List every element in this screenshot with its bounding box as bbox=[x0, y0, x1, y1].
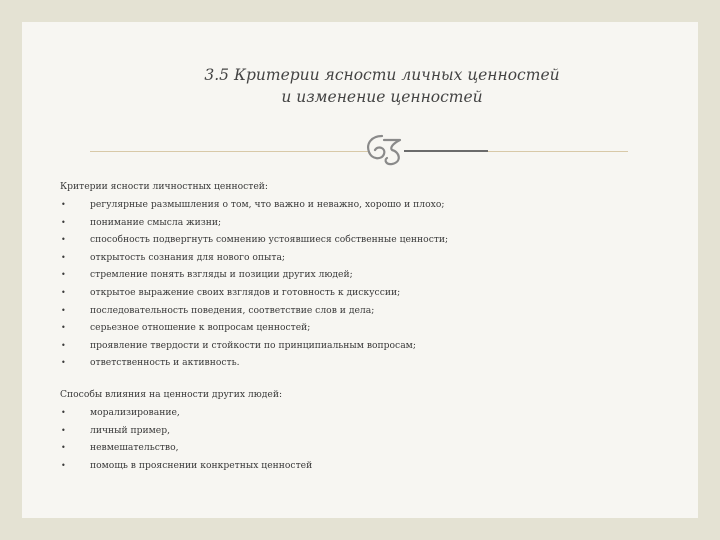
list-item-text: помощь в прояснении конкретных ценностей bbox=[90, 459, 313, 471]
bullet-icon: • bbox=[61, 358, 66, 368]
list-item bbox=[60, 404, 680, 422]
bullet-icon: • bbox=[61, 443, 66, 453]
bullet-icon: • bbox=[61, 287, 66, 297]
list-item-text: невмешательство, bbox=[90, 442, 179, 454]
bullet-icon: • bbox=[61, 323, 66, 333]
bullet-icon: • bbox=[61, 460, 66, 470]
slide bbox=[22, 22, 698, 518]
list-item-text: способность подвергнуть сомнению устоявшиеся собственные ценности; bbox=[90, 234, 449, 246]
divider-left bbox=[90, 151, 370, 152]
list-item-text: открытое выражение своих взглядов и готовность к дискуссии; bbox=[90, 286, 401, 298]
criteria-list bbox=[60, 196, 680, 372]
list-item-text: открытость сознания для нового опыта; bbox=[90, 251, 286, 263]
list-item bbox=[60, 249, 680, 267]
slide-title bbox=[172, 64, 592, 108]
list-item bbox=[60, 457, 680, 475]
list-item-text: личный пример, bbox=[90, 424, 171, 436]
bullet-icon: • bbox=[61, 200, 66, 209]
list-item bbox=[60, 214, 680, 232]
influence-list bbox=[60, 404, 680, 474]
bullet-icon: • bbox=[61, 340, 66, 350]
list-item bbox=[60, 439, 680, 457]
list-item bbox=[60, 266, 680, 284]
list-item bbox=[60, 319, 680, 337]
list-item bbox=[60, 196, 680, 214]
bullet-icon: • bbox=[61, 252, 66, 262]
title-line-1: 3.5 Критерии ясности личных ценностей bbox=[204, 66, 560, 84]
list-item-text: ответственность и активность. bbox=[90, 357, 240, 369]
bullet-icon: • bbox=[61, 305, 66, 315]
list-item bbox=[60, 302, 680, 320]
list-item-text: стремление понять взгляды и позиции других людей; bbox=[90, 269, 353, 281]
list-item bbox=[60, 422, 680, 440]
list-item-text: регулярные размышления о том, что важно и неважно, хорошо и плохо; bbox=[90, 199, 445, 210]
influence-heading: Способы влияния на ценности других людей: bbox=[60, 388, 283, 400]
criteria-heading: Критерии ясности личностных ценностей: bbox=[60, 181, 269, 192]
bullet-icon: • bbox=[61, 217, 66, 227]
list-item bbox=[60, 284, 680, 302]
list-item bbox=[60, 337, 680, 355]
curl-ornament-icon bbox=[362, 130, 408, 170]
bullet-icon: • bbox=[61, 407, 66, 417]
list-item bbox=[60, 354, 680, 372]
list-item-text: морализирование, bbox=[90, 406, 180, 418]
section-spacer bbox=[60, 372, 680, 386]
list-item-text: серьезное отношение к вопросам ценностей; bbox=[90, 322, 311, 334]
content bbox=[60, 178, 680, 474]
bullet-icon: • bbox=[61, 270, 66, 280]
list-item-text: проявление твердости и стойкости по принципиальным вопросам; bbox=[90, 339, 416, 351]
list-item bbox=[60, 231, 680, 249]
title-line-2: и изменение ценностей bbox=[281, 88, 483, 106]
list-item-text: последовательность поведения, соответствие слов и дела; bbox=[90, 304, 375, 316]
divider-accent bbox=[404, 150, 488, 152]
bullet-icon: • bbox=[61, 425, 66, 435]
list-item-text: понимание смысла жизни; bbox=[90, 216, 222, 228]
bullet-icon: • bbox=[61, 235, 66, 245]
